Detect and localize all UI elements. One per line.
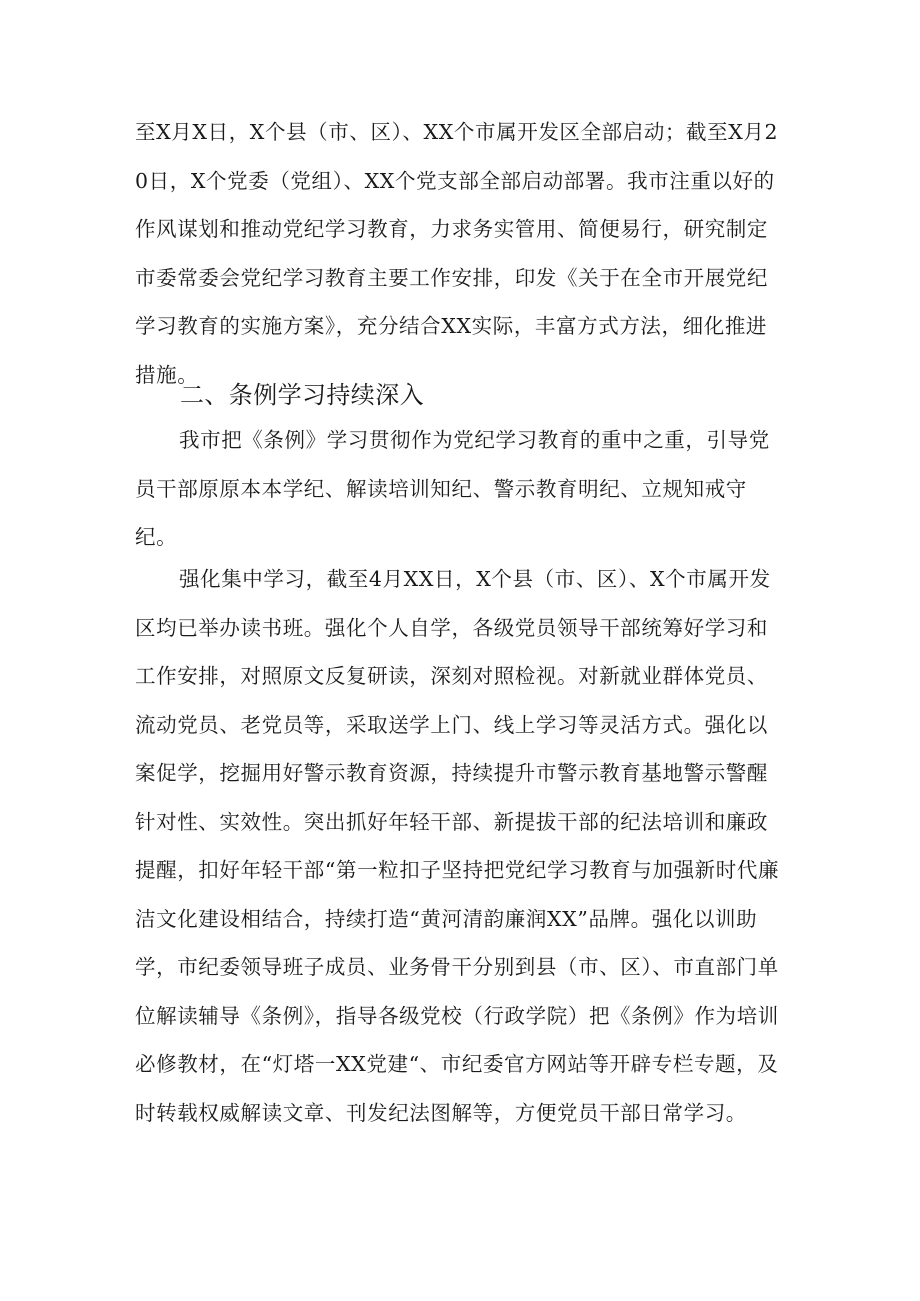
paragraph-regulation-intro: 我市把《条例》学习贯彻作为党纪学习教育的重中之重，引导党员干部原原本本学纪、解读培训知纪、警示教育明纪、立规知戒守纪。 xyxy=(135,428,770,549)
paragraph-study-measures: 强化集中学习，截至4月XX日，X个县（市、区）、X个市属开发区均已举办读书班。强化个人自学，各级党员领导干部统筹好学习和工作安排，对照原文反复研读，深刻对照检视。对新就业群体党员、流动党员、老党员等，采取送学上门、线上学习等灵活方式。强化以案促学，挖掘用好警示教育资源，持续提升市警示教育基地警示警醒针对性、实效性。突出抓好年轻干部、新提拔干部的纪法培训和廉政提醒，扣好年轻干部“第一粒扣子坚持把党纪学习教育与加强新时代廉洁文化建设相结合，持续打造“黄河清韵廉润XX”品牌。强化以训助学，市纪委领导班子成员、业务骨干分别到县（市、区）、市直部门单位解读辅导《条例》，指导各级党校（行政学院）把《条例》作为培训必修教材，在“灯塔一XX党建“、市纪委官方网站等开辟专栏专题，及时转载权威解读文章、刊发纪法图解等，方便党员干部日常学习。 xyxy=(135,567,780,1125)
paragraph-launch-progress: 至X月X日，X个县（市、区）、XX个市属开发区全部启动；截至X月20日，X个党委（党组）、XX个党支部全部启动部署。我市注重以好的作风谋划和推动党纪学习教育，力求务实管用、简便易行，研究制定市委常委会党纪学习教育主要工作安排，印发《关于在全市开展党纪学习教育的实施方案》，充分结合XX实际，丰富方式方法，细化推进措施。 xyxy=(135,120,779,387)
section-heading-regulation-study: 二、条例学习持续深入 xyxy=(180,381,424,409)
